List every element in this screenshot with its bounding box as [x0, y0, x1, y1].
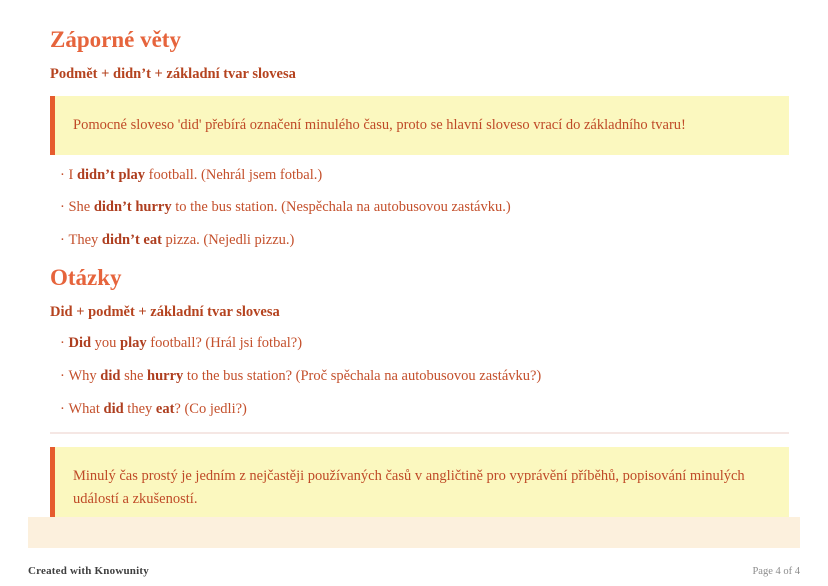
section-title-questions: Otázky: [50, 265, 122, 291]
page-number: Page 4 of 4: [752, 566, 800, 577]
example-item: · Did you play football? (Hrál jsi fotbal?): [60, 334, 789, 353]
example-item: · She didn’t hurry to the bus station. (Nespěchala na autobusovou zastávku.): [60, 198, 789, 217]
example-item: · Why did she hurry to the bus station? (Proč spěchala na autobusovou zastávku?): [60, 367, 789, 386]
example-item: · They didn’t eat pizza. (Nejedli pizzu.): [60, 231, 789, 250]
example-item: · What did they eat? (Co jedli?): [60, 400, 789, 419]
created-with-label: Created with Knowunity: [28, 565, 149, 577]
formula-questions: Did + podmět + základní tvar slovesa: [50, 303, 280, 320]
section-divider: [50, 432, 789, 434]
callout-summary-text: Minulý čas prostý je jedním z nejčastěji používaných časů v angličtině pro vyprávění příběhů, popisování minulých událostí a zkušeností.: [73, 468, 745, 508]
page-footer: [28, 561, 800, 577]
example-list-negative: [50, 166, 789, 251]
section-title-negative-sentences: Záporné věty: [50, 27, 181, 52]
example-list-questions: [50, 334, 789, 419]
callout-did-note-text: Pomocné sloveso 'did' přebírá označení minulého času, proto se hlavní sloveso vrací do základního tvaru!: [73, 116, 686, 133]
formula-negative: Podmět + didn’t + základní tvar slovesa: [50, 65, 296, 82]
bottom-band: [28, 517, 800, 548]
callout-did-note: [50, 96, 789, 155]
example-item: · I didn’t play football. (Nehrál jsem fotbal.): [60, 166, 789, 185]
